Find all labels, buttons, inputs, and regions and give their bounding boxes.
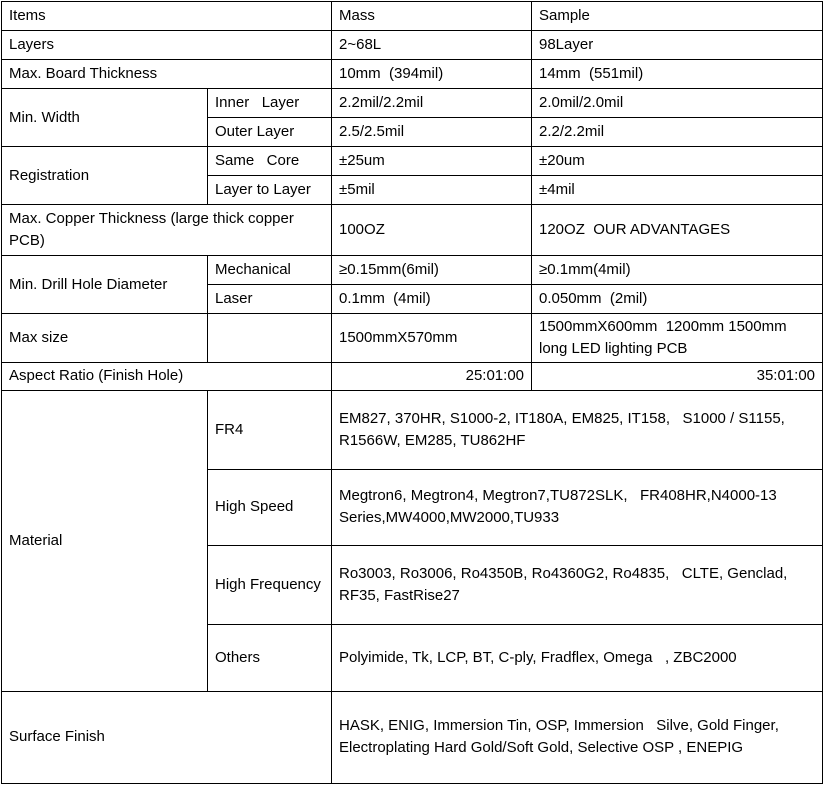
aspect-ratio-label-cell: Aspect Ratio (Finish Hole) bbox=[2, 362, 332, 390]
table-row-drill-mechanical bbox=[2, 256, 823, 285]
table-row-max-size bbox=[2, 314, 823, 363]
layers-sample-cell: 98Layer bbox=[532, 31, 823, 60]
layers-label-cell: Layers bbox=[2, 31, 332, 60]
aspect-ratio-mass-cell: 25:01:00 bbox=[332, 362, 532, 390]
max-size-label-cell: Max size bbox=[2, 314, 208, 363]
registration-layer-label-cell: Layer to Layer bbox=[208, 176, 332, 205]
header-items-cell: Items bbox=[2, 2, 332, 31]
drill-mechanical-sample-cell: ≥0.1mm(4mil) bbox=[532, 256, 823, 285]
board-thickness-mass-cell: 10mm (394mil) bbox=[332, 60, 532, 89]
min-width-outer-mass-cell: 2.5/2.5mil bbox=[332, 118, 532, 147]
min-width-label-cell: Min. Width bbox=[2, 89, 208, 147]
material-fr4-value-cell: EM827, 370HR, S1000-2, IT180A, EM825, IT158, S1000 / S1155, R1566W, EM285, TU862HF bbox=[332, 390, 823, 469]
board-thickness-sample-cell: 14mm (551mil) bbox=[532, 60, 823, 89]
layers-mass-cell: 2~68L bbox=[332, 31, 532, 60]
min-width-outer-sample-cell: 2.2/2.2mil bbox=[532, 118, 823, 147]
min-width-inner-label-cell: Inner Layer bbox=[208, 89, 332, 118]
table-row-surface-finish bbox=[2, 691, 823, 783]
min-width-inner-sample-cell: 2.0mil/2.0mil bbox=[532, 89, 823, 118]
table-row-copper-thickness bbox=[2, 205, 823, 256]
table-row-header bbox=[2, 2, 823, 31]
material-high-frequency-value-cell: Ro3003, Ro3006, Ro4350B, Ro4360G2, Ro4835, CLTE, Genclad, RF35, FastRise27 bbox=[332, 545, 823, 624]
min-width-inner-mass-cell: 2.2mil/2.2mil bbox=[332, 89, 532, 118]
copper-thickness-label-cell: Max. Copper Thickness (large thick copper PCB) bbox=[2, 205, 332, 256]
drill-mechanical-mass-cell: ≥0.15mm(6mil) bbox=[332, 256, 532, 285]
registration-layer-sample-cell: ±4mil bbox=[532, 176, 823, 205]
registration-label-cell: Registration bbox=[2, 147, 208, 205]
max-size-sample-cell: 1500mmX600mm 1200mm 1500mm long LED lighting PCB bbox=[532, 314, 823, 363]
material-high-frequency-label-cell: High Frequency bbox=[208, 545, 332, 624]
material-fr4-label-cell: FR4 bbox=[208, 390, 332, 469]
surface-finish-value-cell: HASK, ENIG, Immersion Tin, OSP, Immersion Silve, Gold Finger, Electroplating Hard Gold/Soft Gold, Selective OSP , ENEPIG bbox=[332, 691, 823, 783]
drill-laser-sample-cell: 0.050mm (2mil) bbox=[532, 285, 823, 314]
copper-thickness-mass-cell: 100OZ bbox=[332, 205, 532, 256]
surface-finish-label-cell: Surface Finish bbox=[2, 691, 332, 783]
copper-thickness-sample-cell: 120OZ OUR ADVANTAGES bbox=[532, 205, 823, 256]
table-row-material-fr4 bbox=[2, 390, 823, 469]
material-label-cell: Material bbox=[2, 390, 208, 691]
min-width-outer-label-cell: Outer Layer bbox=[208, 118, 332, 147]
material-high-speed-label-cell: High Speed bbox=[208, 469, 332, 545]
board-thickness-label-cell: Max. Board Thickness bbox=[2, 60, 332, 89]
table-row-aspect-ratio bbox=[2, 362, 823, 390]
drill-laser-mass-cell: 0.1mm (4mil) bbox=[332, 285, 532, 314]
material-others-value-cell: Polyimide, Tk, LCP, BT, C-ply, Fradflex, Omega , ZBC2000 bbox=[332, 624, 823, 691]
table-row-min-width-inner bbox=[2, 89, 823, 118]
table-row-layers bbox=[2, 31, 823, 60]
registration-same-core-mass-cell: ±25um bbox=[332, 147, 532, 176]
header-sample-cell: Sample bbox=[532, 2, 823, 31]
aspect-ratio-sample-cell: 35:01:00 bbox=[532, 362, 823, 390]
drill-hole-label-cell: Min. Drill Hole Diameter bbox=[2, 256, 208, 314]
table-row-registration-same-core bbox=[2, 147, 823, 176]
max-size-mass-cell: 1500mmX570mm bbox=[332, 314, 532, 363]
material-high-speed-value-cell: Megtron6, Megtron4, Megtron7,TU872SLK, FR408HR,N4000-13 Series,MW4000,MW2000,TU933 bbox=[332, 469, 823, 545]
drill-laser-label-cell: Laser bbox=[208, 285, 332, 314]
registration-same-core-label-cell: Same Core bbox=[208, 147, 332, 176]
registration-layer-mass-cell: ±5mil bbox=[332, 176, 532, 205]
material-others-label-cell: Others bbox=[208, 624, 332, 691]
table-row-board-thickness bbox=[2, 60, 823, 89]
capability-table bbox=[1, 1, 823, 784]
max-size-sub-cell bbox=[208, 314, 332, 363]
drill-mechanical-label-cell: Mechanical bbox=[208, 256, 332, 285]
registration-same-core-sample-cell: ±20um bbox=[532, 147, 823, 176]
header-mass-cell: Mass bbox=[332, 2, 532, 31]
